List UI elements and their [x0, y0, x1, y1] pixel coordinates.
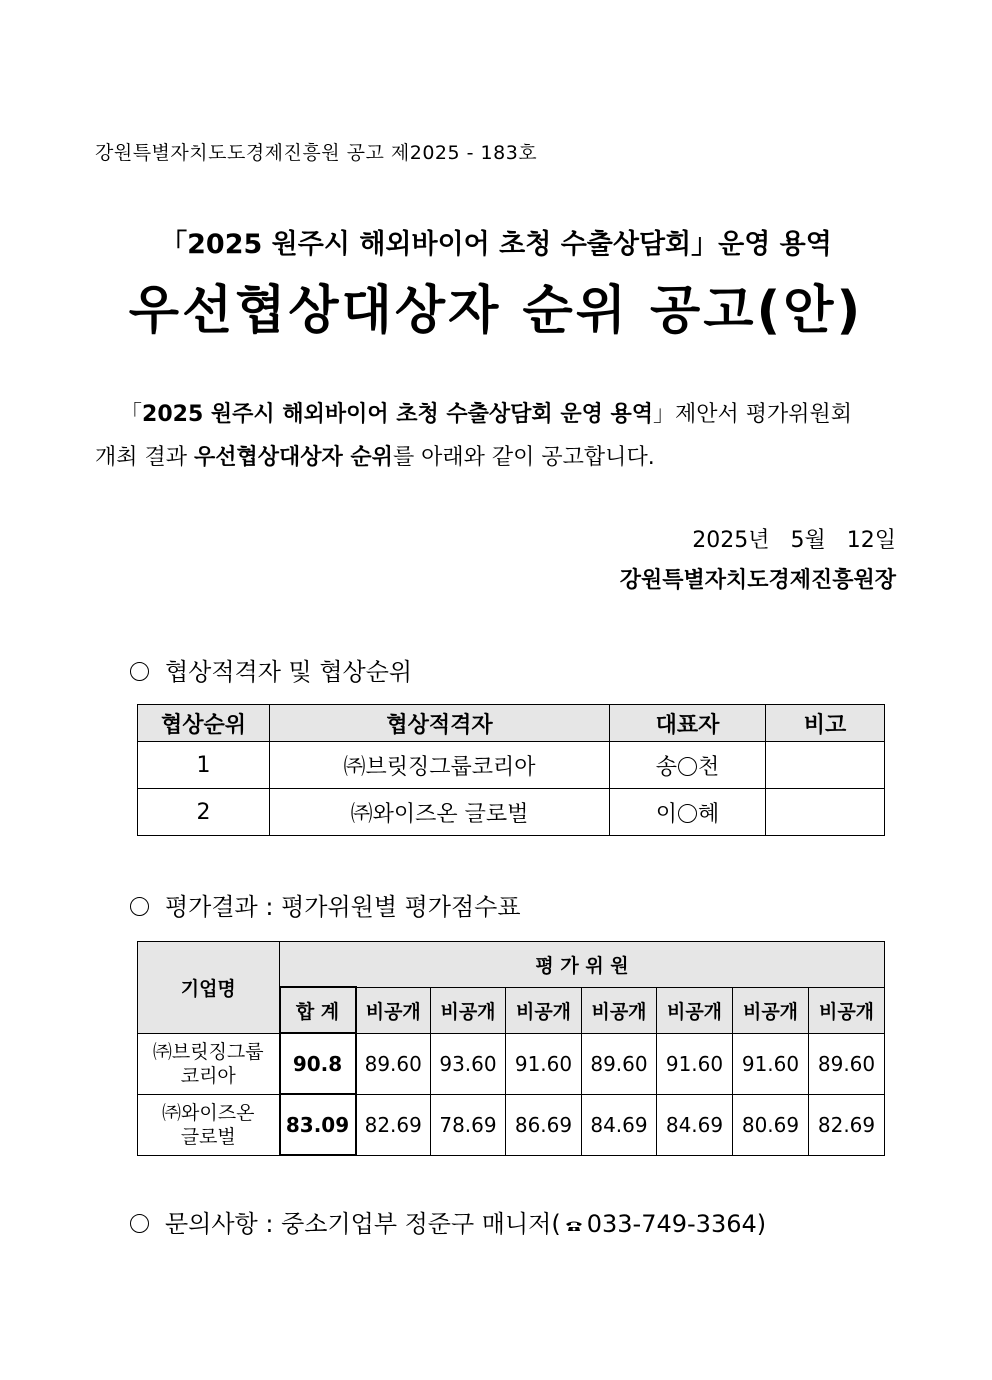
company-cell: ㈜와이즈온 글로벌 — [270, 789, 610, 836]
company-cell: ㈜브릿징그룹코리아 — [270, 742, 610, 789]
header-evaluator: 비공개 — [431, 987, 506, 1033]
company-name-cell — [138, 1033, 280, 1094]
issuer-name: 강원특별자치도경제진흥원장 — [619, 568, 896, 593]
intro-bracket-open: 「 — [120, 402, 143, 427]
intro-line-1 — [95, 393, 905, 436]
company-line-1: ㈜브릿징그룹 — [152, 1040, 264, 1063]
table-row — [138, 1033, 885, 1094]
header-total: 합 계 — [280, 987, 356, 1033]
circle-bullet-icon — [130, 1214, 149, 1233]
header-note: 비고 — [766, 705, 885, 742]
header-company-name: 기업명 — [138, 942, 280, 1034]
company-name-cell — [138, 1094, 280, 1155]
score-cell: 80.69 — [733, 1094, 809, 1155]
telephone-icon — [565, 1220, 583, 1232]
rep-last: 혜 — [698, 801, 720, 827]
project-subtitle: 「2025 원주시 해외바이어 초청 수출상담회」운영 용역 — [160, 229, 832, 260]
score-cell: 91.60 — [657, 1033, 733, 1094]
header-evaluator: 비공개 — [657, 987, 733, 1033]
table-row — [138, 1094, 885, 1155]
page-title: 우선협상대상자 순위 공고(안) — [128, 281, 864, 341]
section-1-heading-text: 협상적격자 및 협상순위 — [165, 658, 413, 686]
header-company: 협상적격자 — [270, 705, 610, 742]
ranking-table — [137, 704, 885, 836]
masked-circle-icon — [678, 757, 697, 776]
company-line-1: ㈜와이즈온 — [162, 1101, 255, 1124]
contact-label: 문의사항 : 중소기업부 정준구 매니저( — [165, 1210, 561, 1238]
header-evaluator: 비공개 — [809, 987, 885, 1033]
total-score-cell: 90.8 — [280, 1033, 356, 1094]
score-cell: 91.60 — [733, 1033, 809, 1094]
score-cell: 89.60 — [582, 1033, 657, 1094]
section-heading-results — [130, 887, 521, 922]
announcement-date: 2025년 5월 12일 — [692, 528, 896, 553]
ranking-header-row — [138, 705, 885, 742]
score-cell: 84.69 — [582, 1094, 657, 1155]
intro-project-name: 2025 원주시 해외바이어 초청 수출상담회 운영 용역 — [142, 402, 653, 427]
score-cell: 89.60 — [809, 1033, 885, 1094]
table-row — [138, 742, 885, 789]
intro-line-2-rest: 를 아래와 같이 공고합니다. — [392, 445, 655, 470]
header-representative: 대표자 — [610, 705, 766, 742]
total-score-cell: 83.09 — [280, 1094, 356, 1155]
note-cell — [766, 742, 885, 789]
masked-circle-icon — [678, 804, 697, 823]
circle-bullet-icon — [130, 897, 149, 916]
intro-line-2 — [95, 436, 905, 479]
rank-cell: 1 — [138, 742, 270, 789]
intro-line-1-rest: 」제안서 평가위원회 — [653, 402, 853, 427]
notice-number: 강원특별자치도도경제진흥원 공고 제2025 - 183호 — [95, 142, 538, 164]
note-cell — [766, 789, 885, 836]
section-heading-ranking — [130, 652, 412, 687]
section-heading-contact — [130, 1204, 766, 1239]
section-2-heading-text: 평가결과 : 평가위원별 평가점수표 — [165, 893, 521, 921]
contact-phone: 033-749-3364) — [586, 1210, 767, 1238]
intro-paragraph — [95, 393, 905, 479]
intro-ranking-text: 우선협상대상자 순위 — [194, 445, 393, 470]
score-header-row-1 — [138, 942, 885, 988]
representative-cell — [610, 789, 766, 836]
score-cell: 91.60 — [506, 1033, 582, 1094]
rep-first: 송 — [655, 754, 677, 780]
representative-cell — [610, 742, 766, 789]
circle-bullet-icon — [130, 662, 149, 681]
score-cell: 93.60 — [431, 1033, 506, 1094]
header-evaluator: 비공개 — [356, 987, 431, 1033]
score-cell: 82.69 — [356, 1094, 431, 1155]
rep-first: 이 — [655, 801, 677, 827]
rep-last: 천 — [698, 754, 720, 780]
company-line-2: 글로벌 — [180, 1125, 236, 1148]
rank-cell: 2 — [138, 789, 270, 836]
header-evaluator: 비공개 — [582, 987, 657, 1033]
header-evaluators: 평 가 위 원 — [280, 942, 885, 988]
company-line-2: 코리아 — [180, 1064, 236, 1087]
table-row — [138, 789, 885, 836]
score-cell: 84.69 — [657, 1094, 733, 1155]
score-cell: 89.60 — [356, 1033, 431, 1094]
score-cell: 82.69 — [809, 1094, 885, 1155]
header-evaluator: 비공개 — [733, 987, 809, 1033]
header-evaluator: 비공개 — [506, 987, 582, 1033]
score-table — [137, 941, 885, 1156]
intro-line-2-pre: 개최 결과 — [95, 445, 194, 470]
header-rank: 협상순위 — [138, 705, 270, 742]
score-cell: 78.69 — [431, 1094, 506, 1155]
score-cell: 86.69 — [506, 1094, 582, 1155]
